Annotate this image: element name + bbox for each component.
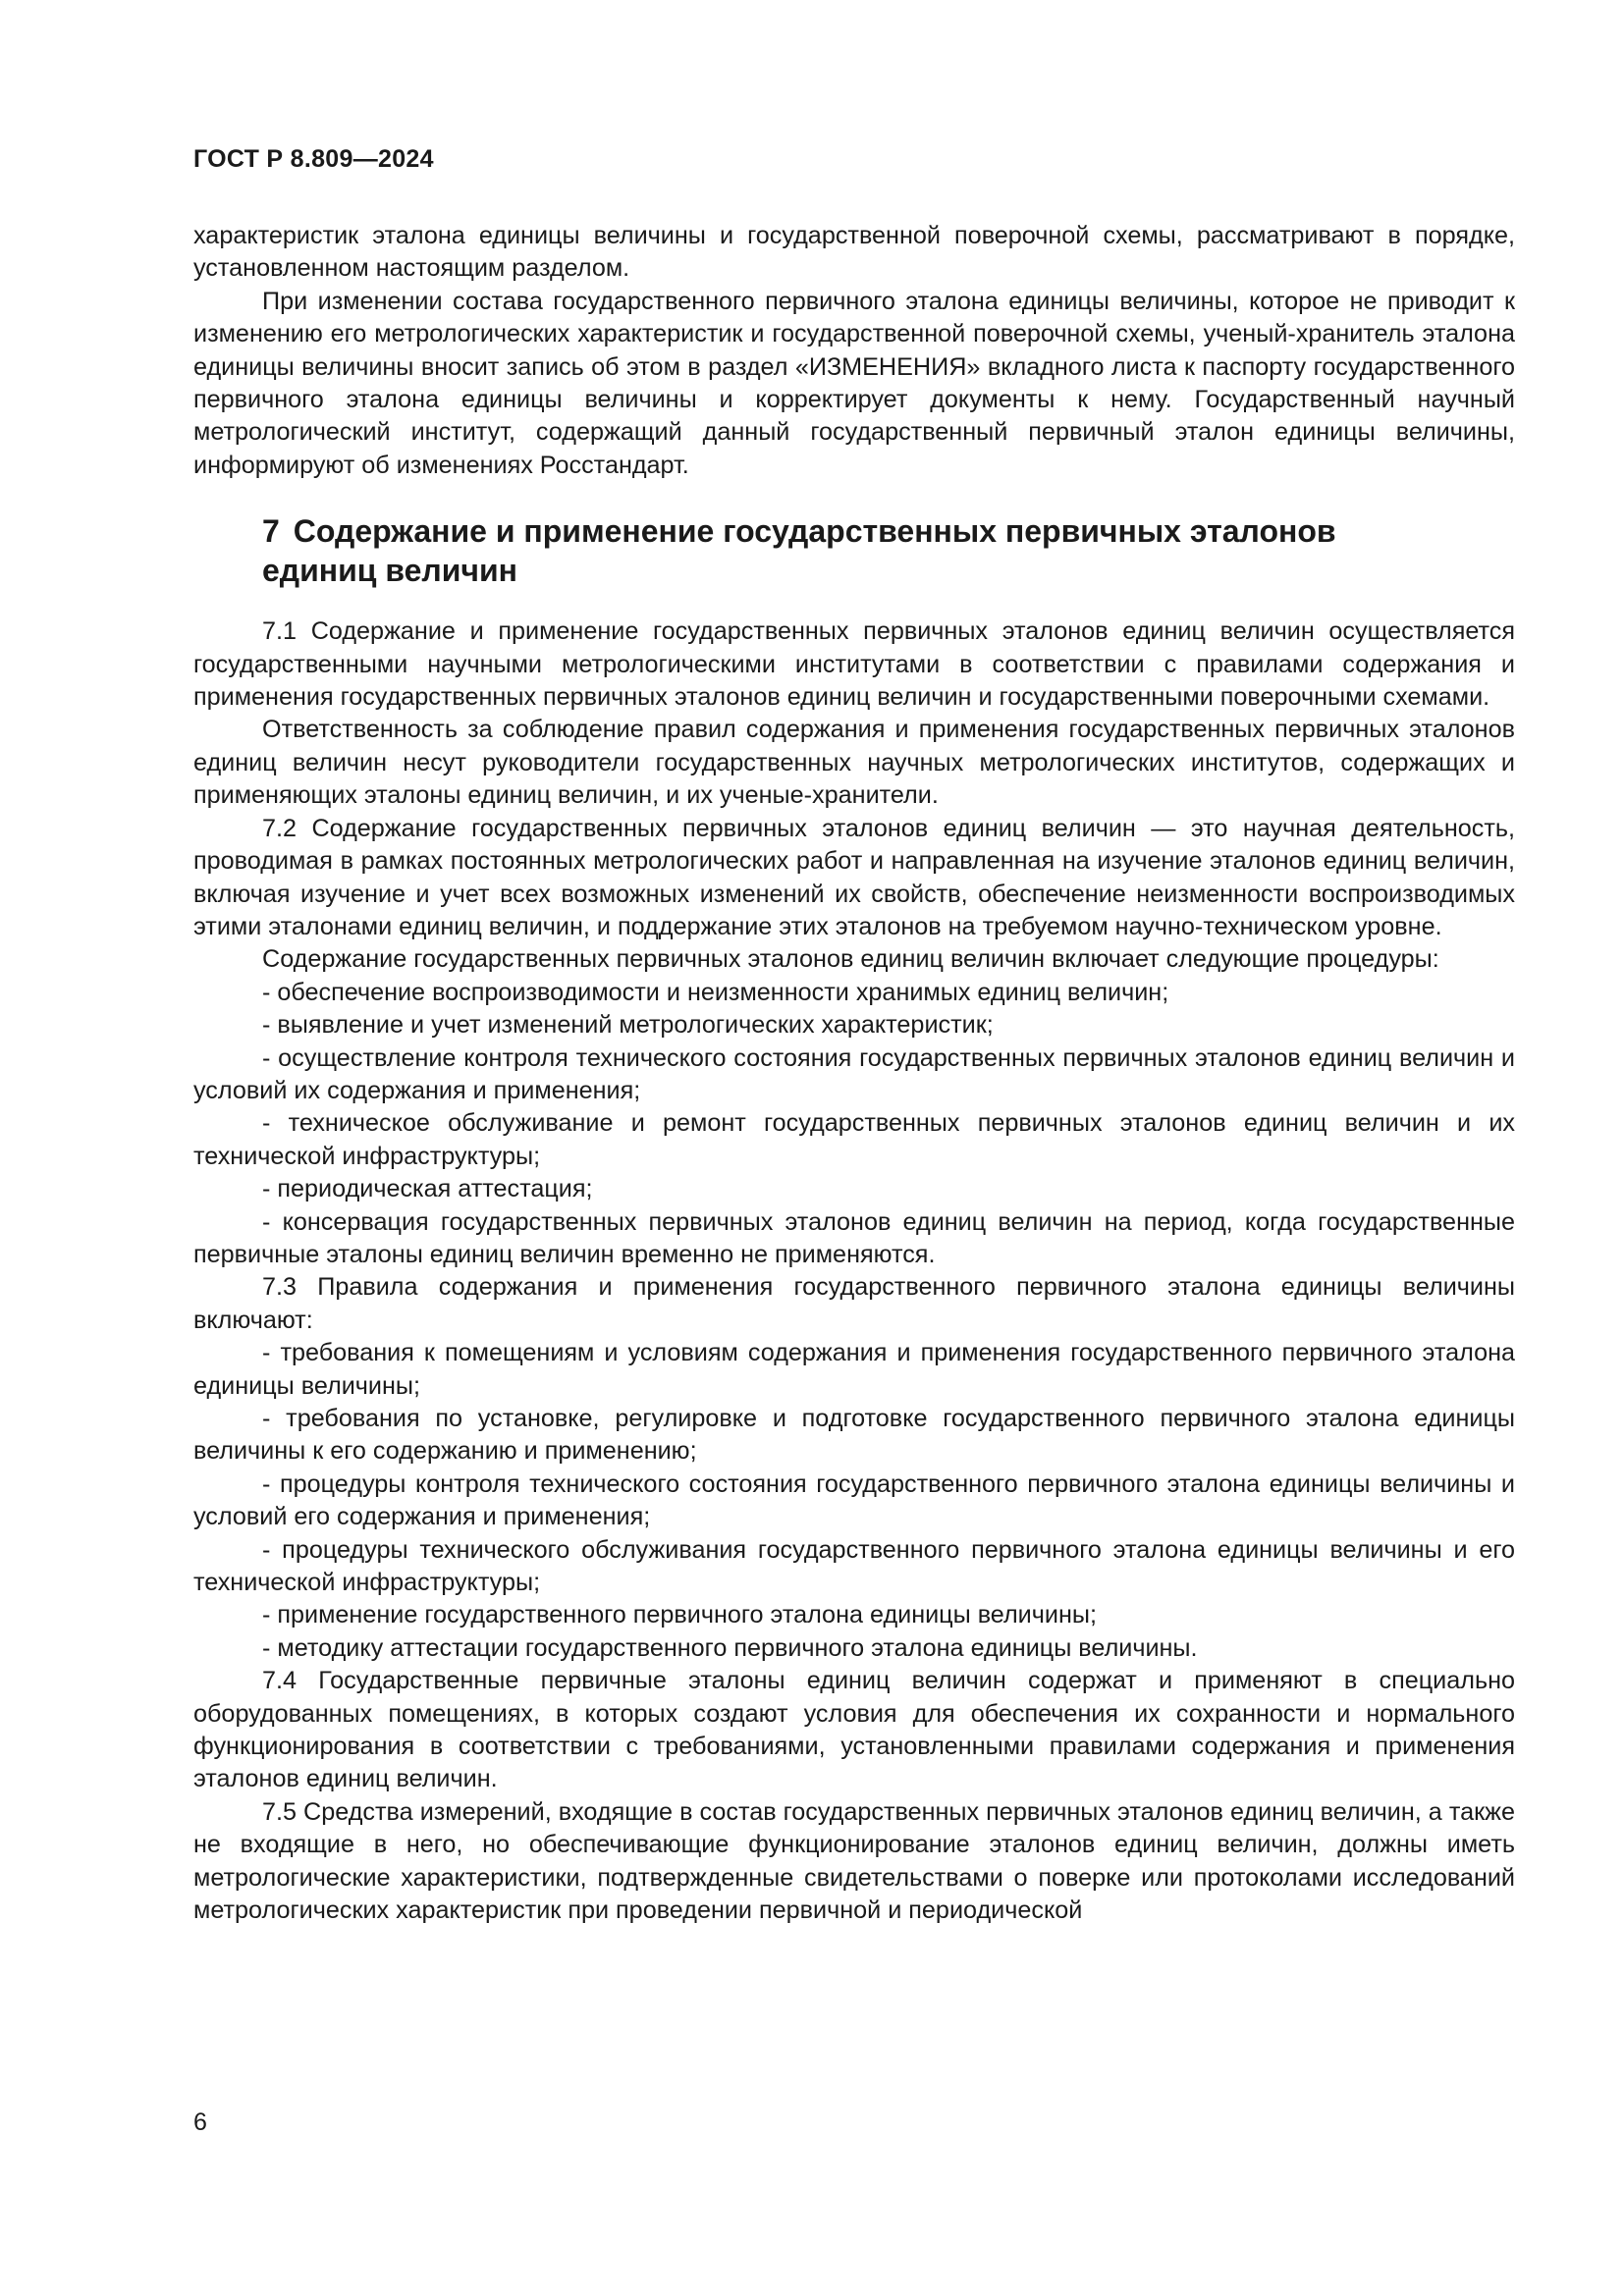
list-item: - процедуры контроля технического состояния государственного первичного эталона единицы величины и условий его содержания и применения;: [193, 1469, 1515, 1531]
section-title: Содержание и применение государственных первичных эталонов единиц величин: [262, 513, 1336, 589]
list-item: - обеспечение воспроизводимости и неизменности хранимых единиц величин;: [262, 978, 1169, 1006]
intro-paragraph-2: При изменении состава государственного первичного эталона единицы величины, которое не приводит к изменению его метрологических характеристик и государственной поверочной схемы, ученый-хранитель эталона единицы величины вносит запись об этом в раздел «ИЗМЕНЕНИЯ» вкладного листа к паспорту государственного первичного эталона единицы величины и корректирует документы к нему. Государственный научный метрологический институт, содержащий данный государственный первичный эталон единицы величины, информируют об изменениях Росстандарт.: [193, 287, 1515, 479]
page-number: 6: [193, 2109, 207, 2136]
paragraph-responsibility: Ответственность за соблюдение правил содержания и применения государственных первичных эталонов единиц величин несут руководители государственных научных метрологических институтов, содержащих и применяющих эталоны единиц величин, и их ученые-хранители.: [193, 716, 1515, 810]
section-number: 7: [262, 513, 280, 550]
paragraph-7-2: 7.2 Содержание государственных первичных эталонов единиц величин — это научная деятельность, проводимая в рамках постоянных метрологических работ и направленная на изучение эталонов единиц величин, включая изучение и учет всех возможных изменений их свойств, обеспечение неизменности воспроизводимых этими эталонами единиц величин, и поддержание этих эталонов на требуемом научно-техническом уровне.: [193, 814, 1515, 940]
document-header-id: ГОСТ Р 8.809—2024: [193, 145, 434, 173]
list-item: - процедуры технического обслуживания государственного первичного эталона единицы величины и его технической инфраструктуры;: [193, 1535, 1515, 1597]
list-item: - периодическая аттестация;: [262, 1175, 593, 1203]
list-item: - требования к помещениям и условиям содержания и применения государственного первичного эталона единицы величины;: [193, 1339, 1515, 1400]
list-item: - осуществление контроля технического состояния государственных первичных эталонов единиц величин и условий их содержания и применения;: [193, 1043, 1515, 1104]
intro-paragraph-1: характеристик эталона единицы величины и государственной поверочной схемы, рассматривают в порядке, установленном настоящим разделом.: [193, 222, 1515, 283]
document-body: [193, 220, 1515, 1928]
paragraph-7-5: 7.5 Средства измерений, входящие в состав государственных первичных эталонов единиц величин, а также не входящие в него, но обеспечивающие функционирование эталонов единиц величин, должны иметь метрологические характеристики, подтвержденные свидетельствами о поверке или протоколами исследований метрологических характеристик при проведении первичной и периодической: [193, 1797, 1515, 1925]
paragraph-7-3: 7.3 Правила содержания и применения государственного первичного эталона единицы величины включают:: [193, 1273, 1515, 1334]
list-item: - консервация государственных первичных эталонов единиц величин на период, когда государственные первичные эталоны единиц величин временно не применяются.: [193, 1207, 1515, 1268]
list-item: - требования по установке, регулировке и подготовке государственного первичного эталона единицы величины к его содержанию и применению;: [193, 1405, 1515, 1466]
list-item: - применение государственного первичного эталона единицы величины;: [262, 1601, 1097, 1629]
paragraph-7-1: 7.1 Содержание и применение государственных первичных эталонов единиц величин осуществляется государственными научными метрологическими институтами в соответствии с правилами содержания и применения государственных первичных эталонов единиц величин и государственными поверочными схемами.: [193, 617, 1515, 712]
paragraph-procedures-intro: Содержание государственных первичных эталонов единиц величин включает следующие процедуры:: [262, 945, 1439, 974]
list-item: - техническое обслуживание и ремонт государственных первичных эталонов единиц величин и их технической инфраструктуры;: [193, 1109, 1515, 1170]
paragraph-7-4: 7.4 Государственные первичные эталоны единиц величин содержат и применяют в специально оборудованных помещениях, в которых создают условия для обеспечения их сохранности и нормального функционирования в соответствии с требованиями, установленными правилами содержания и применения эталонов единиц величин.: [193, 1667, 1515, 1793]
list-item: - методику аттестации государственного первичного эталона единицы величины.: [262, 1633, 1198, 1662]
list-item: - выявление и учет изменений метрологических характеристик;: [262, 1011, 994, 1040]
section-heading: [262, 511, 1440, 590]
